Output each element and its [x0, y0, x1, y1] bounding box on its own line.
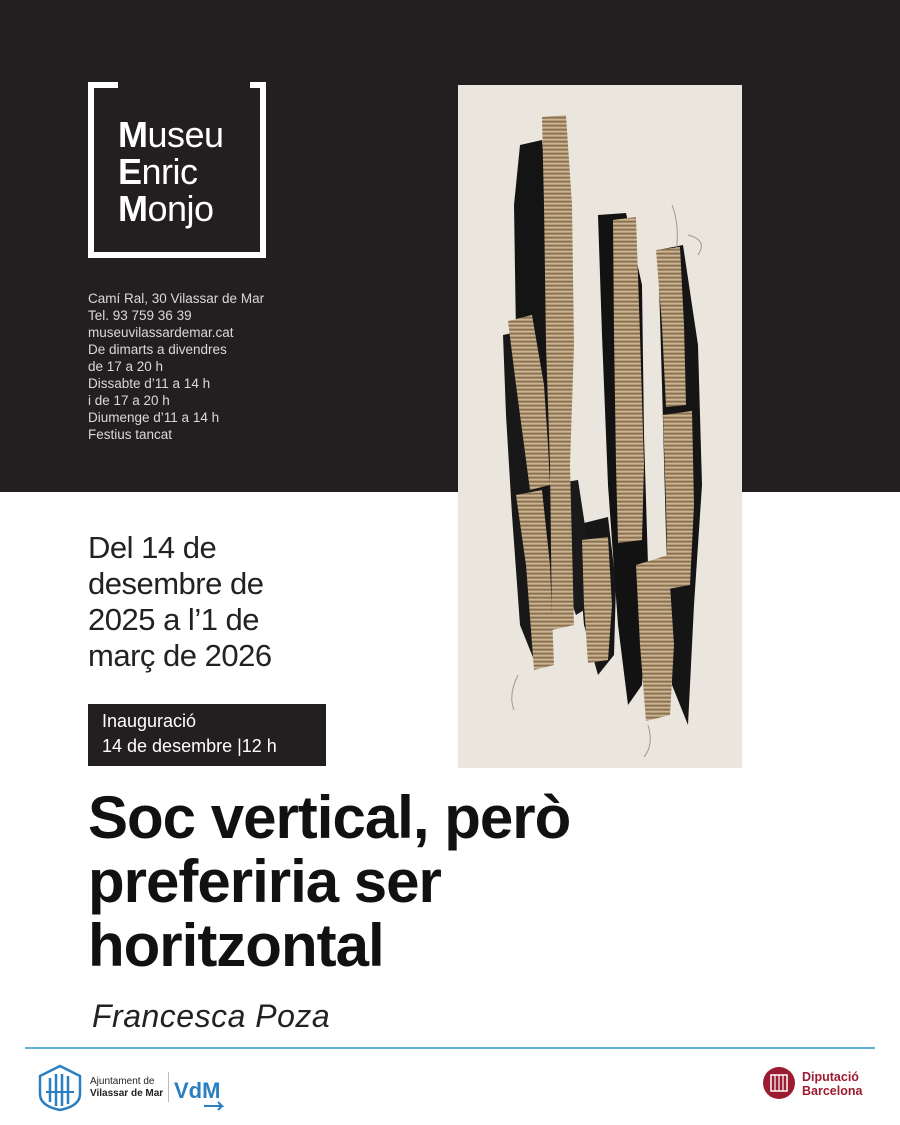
diputacio-line2: Barcelona	[802, 1084, 863, 1098]
diputacio-text	[802, 1070, 862, 1098]
inauguration-box	[88, 704, 326, 766]
logo-line-3: Monjo	[118, 188, 214, 229]
hours-line: i de 17 a 20 h	[88, 393, 170, 408]
logo-separator	[168, 1072, 169, 1102]
dates-line: desembre de	[88, 566, 264, 601]
museum-logo	[88, 82, 266, 258]
dates-line: 2025 a l’1 de	[88, 602, 260, 637]
title-line: preferiria ser	[88, 848, 441, 915]
hours-line: Diumenge d’11 a 14 h	[88, 410, 220, 425]
vdm-logo	[174, 1074, 228, 1114]
diputacio-seal-icon	[762, 1066, 796, 1100]
ajuntament-logo	[36, 1062, 236, 1114]
vdm-logo-text: VdM	[174, 1078, 221, 1103]
dates-line: Del 14 de	[88, 530, 217, 565]
ajuntament-shield-icon	[36, 1064, 84, 1112]
phone-line: Tel. 93 759 36 39	[88, 308, 192, 323]
ajuntament-line1: Ajuntament de	[90, 1076, 155, 1087]
logo-wordmark	[118, 116, 224, 227]
address-line: Camí Ral, 30 Vilassar de Mar	[88, 291, 265, 306]
exhibition-title	[88, 786, 570, 978]
ajuntament-line2: Vilassar de Mar	[90, 1088, 164, 1099]
title-line: Soc vertical, però	[88, 784, 571, 851]
inauguration-label: Inauguració	[102, 711, 197, 731]
diputacio-line1: Diputació	[802, 1070, 859, 1084]
footer-divider	[25, 1047, 875, 1049]
inauguration-datetime: 14 de desembre |12 h	[102, 736, 277, 756]
artwork-photo	[458, 85, 742, 768]
hours-line: Dissabte d’11 a 14 h	[88, 376, 211, 391]
title-line: horitzontal	[88, 912, 384, 979]
artist-name: Francesca Poza	[92, 998, 331, 1034]
diputacio-logo	[762, 1066, 872, 1102]
logo-line-2: Enric	[118, 151, 198, 192]
exhibition-dates	[88, 530, 272, 674]
website-link[interactable]: museuvilassardemar.cat	[88, 325, 234, 340]
hours-line: De dimarts a divendres	[88, 342, 227, 357]
museum-info	[88, 290, 264, 443]
ajuntament-text	[90, 1076, 163, 1100]
dates-line: març de 2026	[88, 638, 272, 673]
artwork-sculpture	[458, 85, 742, 768]
logo-line-1: Museu	[118, 114, 224, 155]
hours-line: Festius tancat	[88, 427, 173, 442]
hours-line: de 17 a 20 h	[88, 359, 164, 374]
